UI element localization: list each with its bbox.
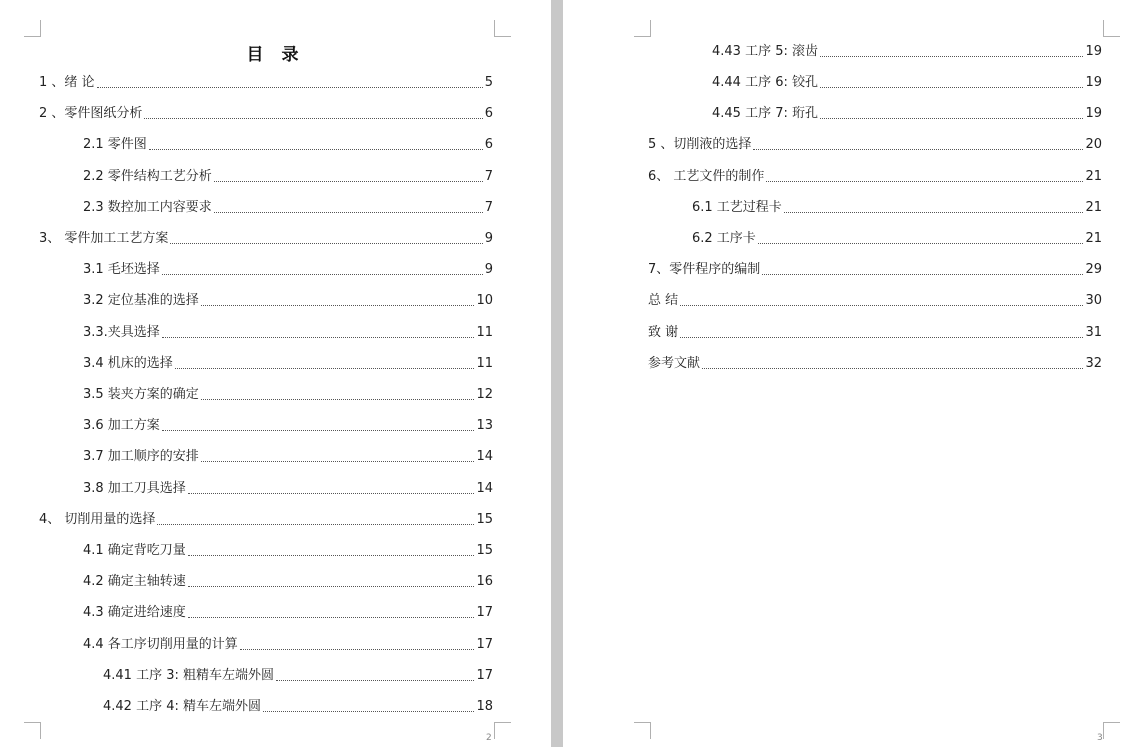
toc-leader-dots: [276, 680, 474, 681]
page-corner-mark: [494, 20, 511, 37]
toc-leader-dots: [680, 305, 1083, 306]
toc-entry-7[interactable]: [648, 261, 1102, 279]
toc-entry-label: 2 、零件图纸分析: [39, 106, 143, 121]
toc-entry-3-8[interactable]: [83, 480, 493, 498]
toc-leader-dots: [201, 461, 475, 462]
toc-leader-dots: [702, 368, 1083, 369]
toc-leader-dots: [762, 274, 1083, 275]
toc-entry-page: 10: [476, 293, 493, 308]
toc-entry-label: 2.3 数控加工内容要求: [83, 200, 212, 215]
toc-entry-label: 3.2 定位基准的选择: [83, 293, 199, 308]
toc-leader-dots: [201, 399, 475, 400]
toc-leader-dots: [214, 181, 483, 182]
toc-leader-dots: [214, 212, 483, 213]
toc-leader-dots: [820, 56, 1083, 57]
page-corner-mark: [24, 722, 41, 739]
toc-entry-label: 3.3.夹具选择: [83, 325, 160, 340]
toc-entry-label: 6.2 工序卡: [692, 231, 756, 246]
toc-entry-page: 11: [476, 356, 493, 371]
toc-leader-dots: [157, 524, 474, 525]
toc-entry-2-3[interactable]: [83, 199, 493, 217]
toc-entry-label: 4.4 各工序切削用量的计算: [83, 637, 238, 652]
toc-entry-label: 4.44 工序 6: 铰孔: [712, 75, 818, 90]
toc-leader-dots: [753, 149, 1083, 150]
toc-entry-label: 总 结: [648, 293, 679, 308]
toc-entry-page: 20: [1085, 137, 1102, 152]
page-gap-divider: [551, 0, 563, 747]
toc-entry-page: 12: [476, 387, 493, 402]
toc-entry-page: 29: [1085, 262, 1102, 277]
toc-entry-page: 30: [1085, 293, 1102, 308]
toc-entry-4-4[interactable]: [83, 636, 493, 654]
toc-entry-label: 3.5 装夹方案的确定: [83, 387, 199, 402]
toc-leader-dots: [188, 617, 475, 618]
toc-entry-acknowledgements[interactable]: [648, 324, 1102, 342]
toc-entry-4-41[interactable]: [103, 667, 493, 685]
toc-entry-4-42[interactable]: [103, 698, 493, 716]
toc-entry-page: 7: [484, 169, 493, 184]
toc-entry-summary[interactable]: [648, 292, 1102, 310]
toc-leader-dots: [240, 649, 475, 650]
page-corner-mark: [1103, 20, 1120, 37]
toc-entry-page: 9: [484, 262, 493, 277]
toc-leader-dots: [758, 243, 1084, 244]
document-page-left: [0, 0, 551, 747]
page-corner-mark: [24, 20, 41, 37]
toc-leader-dots: [170, 243, 482, 244]
toc-entry-label: 致 谢: [648, 325, 679, 340]
toc-entry-label: 4.1 确定背吃刀量: [83, 543, 186, 558]
toc-entry-label: 1 、绪 论: [39, 75, 95, 90]
toc-entry-4[interactable]: [39, 511, 493, 529]
toc-entry-4-2[interactable]: [83, 573, 493, 591]
toc-entry-page: 15: [476, 512, 493, 527]
toc-entry-label: 4.42 工序 4: 精车左端外圆: [103, 699, 261, 714]
toc-entry-4-1[interactable]: [83, 542, 493, 560]
toc-entry-4-44[interactable]: [712, 74, 1102, 92]
toc-entry-page: 21: [1085, 231, 1102, 246]
toc-leader-dots: [820, 118, 1083, 119]
toc-entry-page: 21: [1085, 169, 1102, 184]
toc-entry-page: 21: [1085, 200, 1102, 215]
page-number: 2: [486, 733, 492, 743]
toc-entry-5[interactable]: [648, 136, 1102, 154]
toc-entry-4-43[interactable]: [712, 43, 1102, 61]
toc-entry-4-45[interactable]: [712, 105, 1102, 123]
toc-entry-3-3[interactable]: [83, 324, 493, 342]
toc-leader-dots: [162, 430, 475, 431]
toc-entry-label: 4.3 确定进给速度: [83, 605, 186, 620]
toc-entry-3-7[interactable]: [83, 448, 493, 466]
toc-entry-6[interactable]: [648, 168, 1102, 186]
toc-entry-page: 17: [476, 668, 493, 683]
toc-entry-label: 3.8 加工刀具选择: [83, 481, 186, 496]
page-corner-mark: [634, 722, 651, 739]
toc-entry-3-5[interactable]: [83, 386, 493, 404]
toc-leader-dots: [188, 493, 475, 494]
toc-entry-label: 4.45 工序 7: 珩孔: [712, 106, 818, 121]
toc-leader-dots: [820, 87, 1083, 88]
toc-entry-page: 13: [476, 418, 493, 433]
toc-entry-3-6[interactable]: [83, 417, 493, 435]
toc-entry-page: 5: [484, 75, 493, 90]
toc-entry-page: 19: [1085, 75, 1102, 90]
toc-entry-6-2[interactable]: [692, 230, 1102, 248]
toc-entry-3[interactable]: [39, 230, 493, 248]
toc-entry-page: 18: [476, 699, 493, 714]
toc-entry-label: 3.7 加工顺序的安排: [83, 449, 199, 464]
toc-entry-label: 7、零件程序的编制: [648, 262, 761, 277]
toc-entry-label: 4.2 确定主轴转速: [83, 574, 186, 589]
toc-entry-3-1[interactable]: [83, 261, 493, 279]
toc-entry-page: 32: [1085, 356, 1102, 371]
toc-leader-dots: [263, 711, 474, 712]
toc-entry-page: 16: [476, 574, 493, 589]
toc-entry-references[interactable]: [648, 355, 1102, 373]
page-corner-mark: [634, 20, 651, 37]
toc-leader-dots: [766, 181, 1083, 182]
toc-entry-label: 3.4 机床的选择: [83, 356, 173, 371]
toc-entry-label: 2.1 零件图: [83, 137, 147, 152]
toc-entry-page: 31: [1085, 325, 1102, 340]
toc-entry-page: 14: [476, 449, 493, 464]
toc-entry-label: 3.6 加工方案: [83, 418, 160, 433]
toc-entry-2[interactable]: [39, 105, 493, 123]
toc-entry-page: 11: [476, 325, 493, 340]
toc-entry-label: 6、 工艺文件的制作: [648, 169, 765, 184]
toc-leader-dots: [149, 149, 483, 150]
toc-entry-page: 7: [484, 200, 493, 215]
document-page-right: [563, 0, 1125, 747]
toc-entry-page: 6: [484, 137, 493, 152]
toc-entry-page: 17: [476, 637, 493, 652]
toc-entry-label: 4、 切削用量的选择: [39, 512, 156, 527]
toc-entry-page: 15: [476, 543, 493, 558]
toc-entry-label: 6.1 工艺过程卡: [692, 200, 782, 215]
toc-entry-label: 4.43 工序 5: 滚齿: [712, 44, 818, 59]
toc-entry-6-1[interactable]: [692, 199, 1102, 217]
toc-leader-dots: [97, 87, 483, 88]
toc-entry-page: 9: [484, 231, 493, 246]
page-corner-mark: [1103, 722, 1120, 739]
toc-leader-dots: [188, 555, 475, 556]
toc-entry-label: 3.1 毛坯选择: [83, 262, 160, 277]
toc-entry-3-4[interactable]: [83, 355, 493, 373]
toc-entry-page: 14: [476, 481, 493, 496]
toc-leader-dots: [175, 368, 475, 369]
toc-entry-2-2[interactable]: [83, 168, 493, 186]
toc-entry-page: 6: [484, 106, 493, 121]
toc-entry-label: 3、 零件加工工艺方案: [39, 231, 169, 246]
toc-entry-1[interactable]: [39, 74, 493, 92]
toc-leader-dots: [680, 337, 1083, 338]
toc-title: 目 录: [246, 45, 305, 65]
page-corner-mark: [494, 722, 511, 739]
toc-entry-label: 5 、切削液的选择: [648, 137, 752, 152]
toc-entry-label: 2.2 零件结构工艺分析: [83, 169, 212, 184]
toc-entry-label: 参考文献: [648, 356, 701, 371]
toc-leader-dots: [201, 305, 475, 306]
toc-entry-page: 17: [476, 605, 493, 620]
toc-leader-dots: [162, 274, 483, 275]
toc-leader-dots: [784, 212, 1084, 213]
toc-entry-2-1[interactable]: [83, 136, 493, 154]
toc-leader-dots: [144, 118, 482, 119]
toc-entry-3-2[interactable]: [83, 292, 493, 310]
toc-leader-dots: [188, 586, 475, 587]
toc-entry-4-3[interactable]: [83, 604, 493, 622]
toc-entry-page: 19: [1085, 44, 1102, 59]
page-number: 3: [1097, 733, 1103, 743]
toc-leader-dots: [162, 337, 475, 338]
toc-entry-page: 19: [1085, 106, 1102, 121]
toc-entry-label: 4.41 工序 3: 粗精车左端外圆: [103, 668, 274, 683]
